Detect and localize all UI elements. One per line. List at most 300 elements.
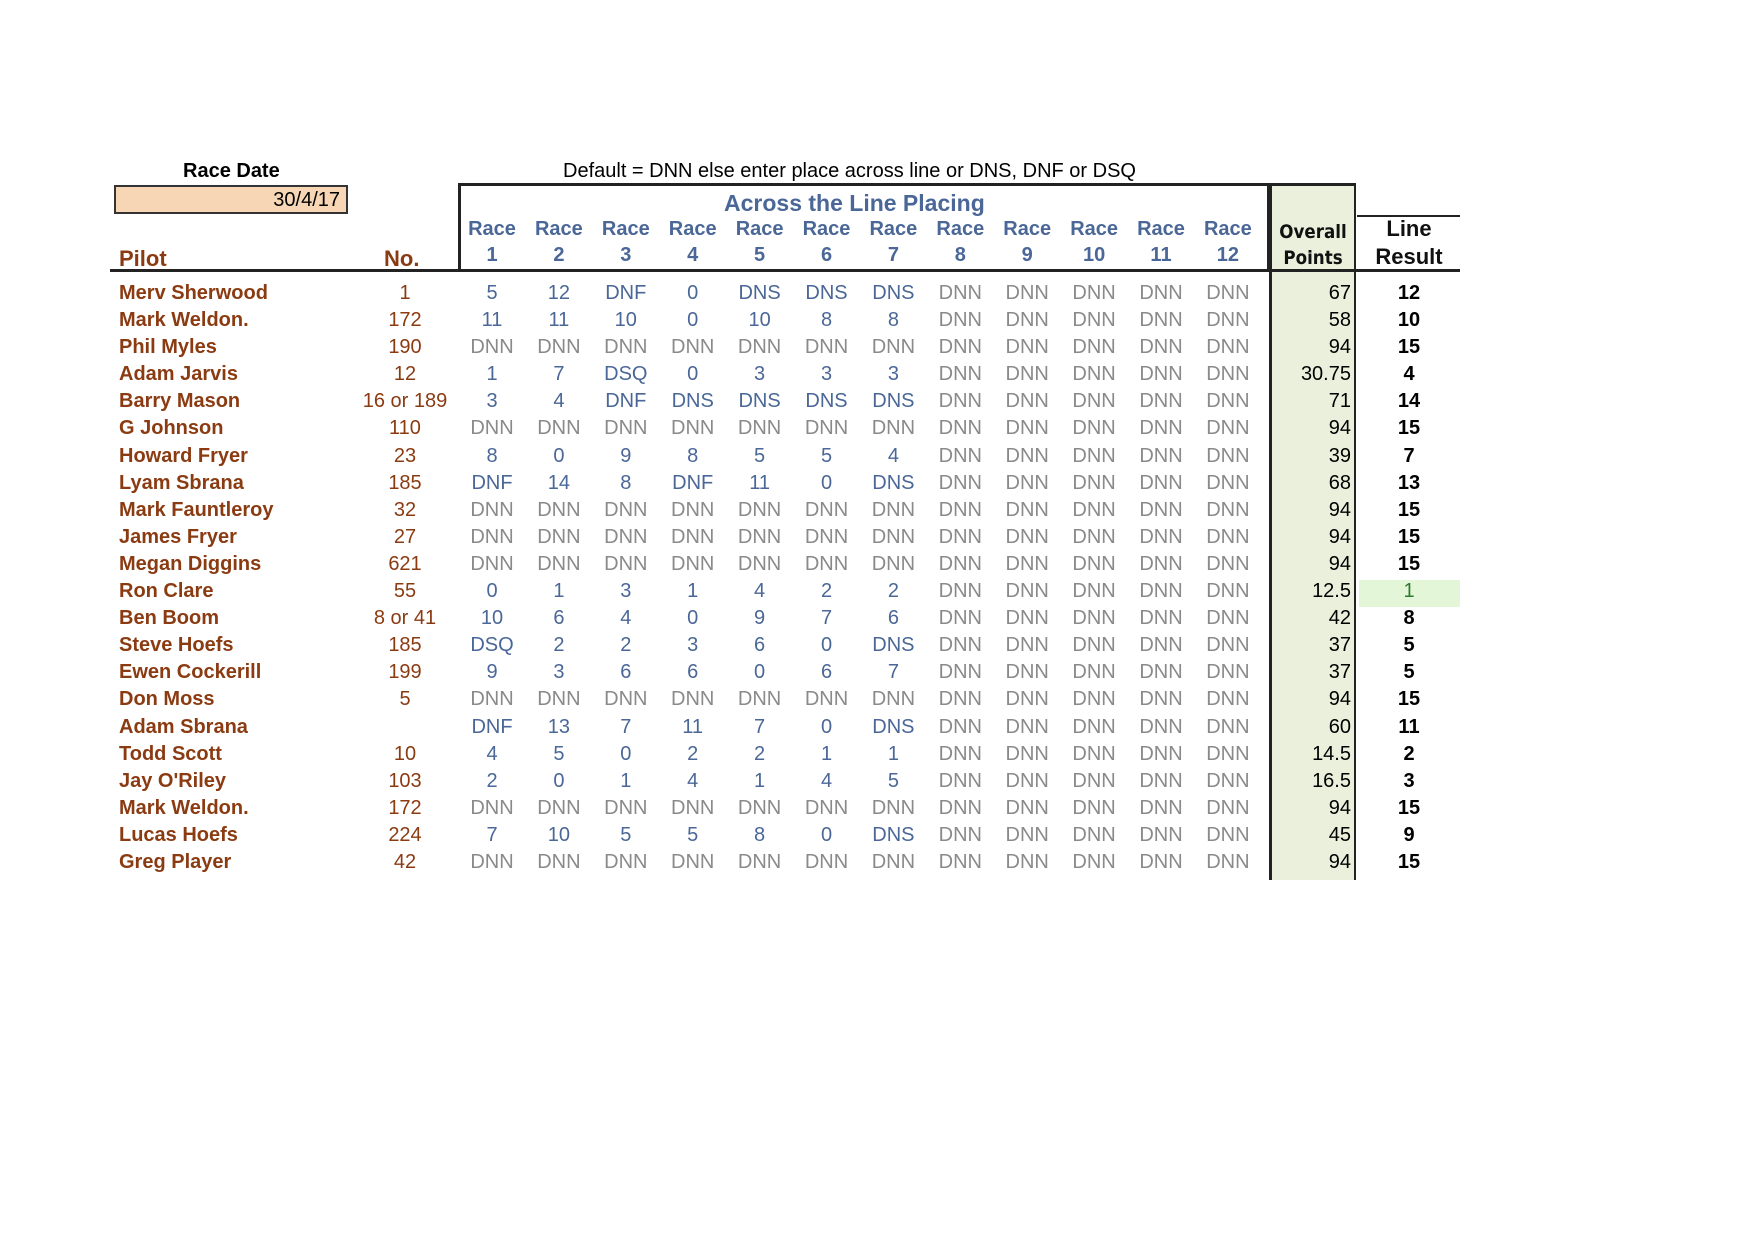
race-10-cell[interactable]: DNN [1072, 769, 1116, 792]
race-5-cell[interactable]: 4 [754, 580, 766, 603]
race-1-cell[interactable]: 11 [481, 309, 503, 332]
race-8-cell[interactable]: DNN [938, 580, 982, 603]
race-3-cell[interactable]: DNF [605, 390, 647, 413]
race-5-cell[interactable]: 3 [754, 363, 766, 386]
race-5-cell[interactable]: DNS [738, 282, 781, 304]
race-11-cell[interactable]: DNN [1139, 363, 1183, 386]
race-4-cell[interactable]: DNN [671, 417, 715, 440]
race-1-cell[interactable]: 10 [480, 607, 504, 630]
race-3-cell[interactable]: DNN [604, 336, 648, 359]
race-6-cell[interactable]: DNN [804, 552, 849, 575]
race-11-cell[interactable]: DNN [1139, 580, 1183, 603]
race-7-cell[interactable]: DNN [871, 850, 916, 873]
pilot-number: 621 [388, 552, 422, 575]
race-12-cell[interactable]: DNN [1206, 309, 1250, 332]
race-3-cell[interactable]: 4 [620, 607, 632, 630]
race-9-cell[interactable]: DNN [1005, 715, 1049, 738]
race-header-5 [727, 216, 793, 268]
race-5-cell[interactable]: DNN [737, 688, 782, 711]
race-12-cell[interactable]: DNN [1206, 417, 1250, 440]
race-1-cell[interactable]: 0 [486, 580, 498, 603]
race-11-cell[interactable]: DNN [1139, 634, 1183, 657]
race-7-cell[interactable]: 5 [887, 769, 899, 792]
race-7-cell[interactable]: DNS [872, 471, 915, 494]
race-2-cell[interactable]: 0 [553, 769, 565, 792]
overall-points-cell: 58 [1328, 309, 1351, 332]
race-11-cell[interactable]: DNN [1139, 471, 1183, 494]
race-7-cell[interactable]: DNN [871, 796, 916, 819]
race-4-cell[interactable]: 4 [687, 769, 699, 792]
race-7-cell[interactable]: DNS [872, 282, 915, 304]
race-5-cell[interactable]: 8 [754, 823, 766, 846]
race-6-cell[interactable]: 4 [820, 769, 833, 792]
race-6-cell[interactable]: 6 [820, 661, 833, 684]
race-4-cell[interactable]: 0 [687, 607, 699, 630]
race-3-cell[interactable]: DNN [604, 850, 648, 873]
race-4-cell[interactable]: 3 [687, 634, 699, 657]
race-4-cell[interactable]: DNN [671, 552, 715, 575]
race-5-cell[interactable]: 11 [749, 471, 770, 494]
race-9-cell[interactable]: DNN [1005, 309, 1049, 332]
race-10-cell[interactable]: DNN [1072, 661, 1116, 684]
race-8-cell[interactable]: DNN [938, 552, 982, 575]
race-10-cell[interactable]: DNN [1072, 580, 1116, 603]
race-11-cell[interactable]: DNN [1139, 769, 1183, 792]
race-10-cell[interactable]: DNN [1072, 796, 1116, 819]
line-result-cell: 14 [1397, 390, 1421, 413]
race-3-cell[interactable]: 3 [620, 580, 632, 603]
race-2-cell[interactable]: 2 [553, 634, 565, 657]
race-9-cell[interactable]: DNN [1005, 850, 1049, 873]
table-row [0, 280, 1753, 307]
race-3-cell[interactable]: 9 [620, 444, 632, 467]
pilot-number: 1 [399, 282, 411, 304]
race-5-cell[interactable]: DNN [737, 336, 782, 359]
race-10-cell[interactable]: DNN [1072, 688, 1116, 711]
race-2-cell[interactable]: 5 [553, 742, 565, 765]
race-5-cell[interactable]: 9 [754, 607, 766, 630]
race-12-cell[interactable]: DNN [1206, 282, 1250, 304]
race-5-cell[interactable]: DNN [737, 525, 782, 548]
race-8-cell[interactable]: DNN [938, 634, 982, 657]
race-header-word: Race [869, 218, 918, 240]
race-10-cell[interactable]: DNN [1072, 444, 1116, 467]
race-10-cell[interactable]: DNN [1072, 390, 1116, 413]
race-4-cell[interactable]: 11 [682, 715, 704, 738]
race-6-cell[interactable]: DNN [804, 525, 849, 548]
race-12-cell[interactable]: DNN [1206, 390, 1250, 413]
race-8-cell[interactable]: DNN [938, 309, 982, 332]
race-6-cell[interactable]: DNN [804, 850, 849, 873]
pilot-name: Megan Diggins [119, 552, 262, 575]
race-7-cell[interactable]: 8 [887, 309, 899, 332]
race-9-cell[interactable]: DNN [1005, 552, 1049, 575]
race-5-cell[interactable]: 7 [754, 715, 766, 738]
race-header-number: 7 [887, 244, 899, 266]
race-8-cell[interactable]: DNN [938, 390, 982, 413]
race-2-cell[interactable]: 1 [553, 580, 565, 603]
race-7-cell[interactable]: 7 [887, 661, 899, 684]
race-1-cell[interactable]: DNN [470, 417, 514, 440]
race-9-cell[interactable]: DNN [1005, 580, 1049, 603]
race-11-cell[interactable]: DNN [1139, 661, 1183, 684]
race-1-cell[interactable]: DNN [470, 688, 514, 711]
race-2-cell[interactable]: 14 [547, 471, 571, 494]
race-12-cell[interactable]: DNN [1206, 580, 1250, 603]
race-7-cell[interactable]: DNS [872, 823, 915, 846]
race-10-cell[interactable]: DNN [1072, 336, 1116, 359]
race-3-cell[interactable]: 1 [620, 769, 632, 792]
race-5-cell[interactable]: DNS [738, 390, 781, 413]
line-result-cell: 5 [1403, 661, 1415, 684]
race-8-cell[interactable]: DNN [938, 742, 982, 765]
race-4-cell[interactable]: 0 [687, 282, 699, 304]
race-11-cell[interactable]: DNN [1139, 336, 1183, 359]
race-9-cell[interactable]: DNN [1005, 769, 1049, 792]
race-3-cell[interactable]: DNN [604, 498, 648, 521]
race-10-cell[interactable]: DNN [1072, 552, 1116, 575]
race-7-cell[interactable]: DNS [872, 390, 915, 413]
race-5-cell[interactable]: 0 [754, 661, 766, 684]
race-2-cell[interactable]: DNN [537, 525, 581, 548]
race-2-cell[interactable]: 4 [553, 390, 565, 413]
race-4-cell[interactable]: 0 [687, 309, 699, 332]
race-header-word: Race [1003, 218, 1052, 240]
race-7-cell[interactable]: DNS [872, 715, 915, 738]
race-4-cell[interactable]: DNN [671, 336, 715, 359]
race-4-cell[interactable]: 0 [687, 363, 699, 386]
race-9-cell[interactable]: DNN [1005, 471, 1049, 494]
race-1-cell[interactable]: 2 [486, 769, 498, 792]
race-9-cell[interactable]: DNN [1005, 444, 1049, 467]
race-11-cell[interactable]: DNN [1139, 552, 1183, 575]
race-9-cell[interactable]: DNN [1005, 607, 1049, 630]
race-6-cell[interactable]: DNN [804, 498, 849, 521]
race-7-cell[interactable]: DNN [871, 336, 916, 359]
race-8-cell[interactable]: DNN [938, 444, 982, 467]
line-result-cell: 12 [1397, 282, 1421, 304]
race-6-cell[interactable]: DNS [805, 282, 848, 304]
race-8-cell[interactable]: DNN [938, 796, 982, 819]
race-2-cell[interactable]: DNN [537, 552, 581, 575]
race-1-cell[interactable]: DNN [470, 552, 514, 575]
pilot-number: 172 [388, 796, 422, 819]
race-4-cell[interactable]: DNS [671, 390, 714, 413]
race-4-cell[interactable]: DNF [672, 471, 714, 494]
race-7-cell[interactable]: DNN [871, 525, 916, 548]
race-10-cell[interactable]: DNN [1072, 607, 1116, 630]
race-4-cell[interactable]: 8 [687, 444, 699, 467]
line-result-cell: 3 [1403, 769, 1415, 792]
race-6-cell[interactable]: 5 [820, 444, 833, 467]
race-5-cell[interactable]: 1 [754, 769, 766, 792]
race-12-cell[interactable]: DNN [1206, 607, 1250, 630]
race-8-cell[interactable]: DNN [938, 363, 982, 386]
race-11-cell[interactable]: DNN [1139, 444, 1183, 467]
race-1-cell[interactable]: DNF [471, 471, 513, 494]
race-6-cell[interactable]: 0 [820, 715, 833, 738]
race-11-cell[interactable]: DNN [1139, 390, 1183, 413]
race-8-cell[interactable]: DNN [938, 607, 982, 630]
race-10-cell[interactable]: DNN [1072, 742, 1116, 765]
race-8-cell[interactable]: DNN [938, 471, 982, 494]
race-9-cell[interactable]: DNN [1005, 688, 1049, 711]
race-10-cell[interactable]: DNN [1072, 823, 1116, 846]
race-1-cell[interactable]: DNN [470, 796, 514, 819]
race-8-cell[interactable]: DNN [938, 282, 982, 304]
race-5-cell[interactable]: 5 [754, 444, 766, 467]
race-12-cell[interactable]: DNN [1206, 661, 1250, 684]
race-9-cell[interactable]: DNN [1005, 498, 1049, 521]
race-4-cell[interactable]: 1 [687, 580, 699, 603]
race-11-cell[interactable]: DNN [1139, 282, 1183, 304]
race-5-cell[interactable]: DNN [737, 552, 782, 575]
race-6-cell[interactable]: 7 [820, 607, 833, 630]
race-4-cell[interactable]: DNN [671, 796, 715, 819]
race-12-cell[interactable]: DNN [1206, 742, 1250, 765]
race-8-cell[interactable]: DNN [938, 417, 982, 440]
race-3-cell[interactable]: 2 [620, 634, 632, 657]
race-11-cell[interactable]: DNN [1139, 715, 1183, 738]
race-6-cell[interactable]: DNN [804, 417, 849, 440]
race-6-cell[interactable]: DNN [804, 336, 849, 359]
race-2-cell[interactable]: DNN [537, 850, 581, 873]
race-10-cell[interactable]: DNN [1072, 471, 1116, 494]
pilot-name: G Johnson [119, 417, 224, 440]
race-2-cell[interactable]: 3 [553, 661, 565, 684]
race-3-cell[interactable]: DNN [604, 552, 648, 575]
race-1-cell[interactable]: DNF [471, 715, 513, 738]
race-4-cell[interactable]: DNN [671, 498, 715, 521]
race-11-cell[interactable]: DNN [1139, 688, 1183, 711]
race-2-cell[interactable]: DNN [537, 498, 581, 521]
race-7-cell[interactable]: DNN [871, 552, 916, 575]
race-1-cell[interactable]: 1 [486, 363, 498, 386]
race-1-cell[interactable]: DNN [470, 336, 514, 359]
race-4-cell[interactable]: DNN [671, 850, 715, 873]
race-1-cell[interactable]: DNN [470, 498, 514, 521]
race-11-cell[interactable]: DNN [1139, 607, 1183, 630]
race-6-cell[interactable]: 0 [820, 471, 833, 494]
race-8-cell[interactable]: DNN [938, 661, 982, 684]
race-1-cell[interactable]: DNN [470, 850, 514, 873]
race-6-cell[interactable]: 8 [820, 309, 833, 332]
race-2-cell[interactable]: 7 [553, 363, 565, 386]
race-3-cell[interactable]: 8 [620, 471, 632, 494]
line-result-cell: 13 [1397, 471, 1421, 494]
race-7-cell[interactable]: 3 [887, 363, 899, 386]
race-5-cell[interactable]: DNN [737, 498, 782, 521]
race-3-cell[interactable]: DNF [605, 282, 647, 304]
race-2-cell[interactable]: 13 [547, 715, 571, 738]
race-8-cell[interactable]: DNN [938, 498, 982, 521]
race-12-cell[interactable]: DNN [1206, 363, 1250, 386]
race-1-cell[interactable]: 9 [486, 661, 498, 684]
race-8-cell[interactable]: DNN [938, 715, 982, 738]
race-9-cell[interactable]: DNN [1005, 390, 1049, 413]
pilot-name: Jay O'Riley [119, 769, 227, 792]
race-1-cell[interactable]: 5 [486, 282, 498, 304]
race-9-cell[interactable]: DNN [1005, 823, 1049, 846]
race-12-cell[interactable]: DNN [1206, 471, 1250, 494]
race-12-cell[interactable]: DNN [1206, 850, 1250, 873]
race-6-cell[interactable]: 3 [820, 363, 833, 386]
race-3-cell[interactable]: 7 [620, 715, 632, 738]
pilot-number: 10 [393, 742, 417, 765]
race-5-cell[interactable]: 2 [754, 742, 766, 765]
race-1-cell[interactable]: DSQ [470, 634, 514, 657]
race-date-input[interactable]: 30/4/17 [114, 185, 348, 214]
race-4-cell[interactable]: 2 [687, 742, 699, 765]
race-7-cell[interactable]: 2 [887, 580, 899, 603]
line-result-cell: 15 [1397, 552, 1421, 575]
race-9-cell[interactable]: DNN [1005, 661, 1049, 684]
race-10-cell[interactable]: DNN [1072, 715, 1116, 738]
race-3-cell[interactable]: DNN [604, 417, 648, 440]
race-2-cell[interactable]: 6 [553, 607, 565, 630]
race-header-word: Race [534, 218, 583, 240]
race-2-cell[interactable]: DNN [537, 796, 581, 819]
race-12-cell[interactable]: DNN [1206, 769, 1250, 792]
race-4-cell[interactable]: 6 [687, 661, 699, 684]
race-9-cell[interactable]: DNN [1005, 525, 1049, 548]
race-10-cell[interactable]: DNN [1072, 363, 1116, 386]
race-10-cell[interactable]: DNN [1072, 850, 1116, 873]
race-2-cell[interactable]: DNN [537, 688, 581, 711]
race-9-cell[interactable]: DNN [1005, 336, 1049, 359]
race-3-cell[interactable]: DSQ [604, 363, 648, 386]
race-11-cell[interactable]: DNN [1139, 417, 1183, 440]
race-11-cell[interactable]: DNN [1139, 823, 1183, 846]
race-12-cell[interactable]: DNN [1206, 552, 1250, 575]
race-12-cell[interactable]: DNN [1206, 444, 1250, 467]
race-7-cell[interactable]: DNN [871, 417, 916, 440]
race-4-cell[interactable]: DNN [671, 688, 715, 711]
race-12-cell[interactable]: DNN [1206, 796, 1250, 819]
race-5-cell[interactable]: 10 [748, 309, 771, 332]
race-11-cell[interactable]: DNN [1139, 309, 1183, 332]
race-10-cell[interactable]: DNN [1072, 417, 1116, 440]
pilot-name: Adam Jarvis [119, 363, 238, 386]
pilot-number: 42 [393, 850, 417, 873]
race-3-cell[interactable]: 5 [620, 823, 632, 846]
race-2-cell[interactable]: 11 [548, 309, 570, 332]
race-9-cell[interactable]: DNN [1005, 634, 1049, 657]
race-9-cell[interactable]: DNN [1005, 282, 1049, 304]
race-header-12 [1195, 216, 1261, 268]
race-10-cell[interactable]: DNN [1072, 525, 1116, 548]
race-12-cell[interactable]: DNN [1206, 498, 1250, 521]
pilot-name: Steve Hoefs [119, 634, 234, 657]
table-row [0, 605, 1753, 632]
race-3-cell[interactable]: DNN [604, 688, 648, 711]
race-6-cell[interactable]: DNN [804, 796, 849, 819]
race-9-cell[interactable]: DNN [1005, 742, 1049, 765]
race-11-cell[interactable]: DNN [1139, 850, 1183, 873]
race-4-cell[interactable]: DNN [671, 525, 715, 548]
race-12-cell[interactable]: DNN [1206, 336, 1250, 359]
race-3-cell[interactable]: 10 [614, 309, 637, 332]
race-11-cell[interactable]: DNN [1139, 742, 1183, 765]
race-2-cell[interactable]: 0 [553, 444, 565, 467]
table-row [0, 524, 1753, 551]
race-3-cell[interactable]: DNN [604, 796, 648, 819]
pilot-number: 190 [388, 336, 422, 359]
race-6-cell[interactable]: 2 [820, 580, 833, 603]
race-11-cell[interactable]: DNN [1139, 525, 1183, 548]
race-2-cell[interactable]: DNN [537, 336, 581, 359]
line-result-cell: 15 [1397, 525, 1421, 548]
race-7-cell[interactable]: DNN [871, 498, 916, 521]
pilot-number: 5 [399, 688, 411, 711]
race-12-cell[interactable]: DNN [1206, 634, 1250, 657]
race-1-cell[interactable]: 4 [486, 742, 498, 765]
race-12-cell[interactable]: DNN [1206, 823, 1250, 846]
race-4-cell[interactable]: 5 [687, 823, 699, 846]
race-2-cell[interactable]: 12 [547, 282, 571, 304]
race-5-cell[interactable]: 6 [754, 634, 766, 657]
race-9-cell[interactable]: DNN [1005, 363, 1049, 386]
race-6-cell[interactable]: 0 [820, 823, 833, 846]
race-5-cell[interactable]: DNN [737, 417, 782, 440]
race-2-cell[interactable]: 10 [547, 823, 571, 846]
race-1-cell[interactable]: DNN [470, 525, 514, 548]
race-5-cell[interactable]: DNN [737, 796, 782, 819]
race-8-cell[interactable]: DNN [938, 769, 982, 792]
race-10-cell[interactable]: DNN [1072, 309, 1116, 332]
race-10-cell[interactable]: DNN [1072, 498, 1116, 521]
race-11-cell[interactable]: DNN [1139, 796, 1183, 819]
race-3-cell[interactable]: 0 [620, 742, 632, 765]
race-7-cell[interactable]: 4 [887, 444, 899, 467]
overall-points-header-line2: Points [1283, 247, 1343, 269]
pilot-number: 27 [393, 525, 417, 548]
race-1-cell[interactable]: 3 [486, 390, 498, 413]
race-8-cell[interactable]: DNN [938, 336, 982, 359]
race-8-cell[interactable]: DNN [938, 525, 982, 548]
race-8-cell[interactable]: DNN [938, 823, 982, 846]
race-12-cell[interactable]: DNN [1206, 525, 1250, 548]
race-1-cell[interactable]: 8 [486, 444, 498, 467]
race-8-cell[interactable]: DNN [938, 850, 982, 873]
race-6-cell[interactable]: DNS [805, 390, 848, 413]
race-7-cell[interactable]: 1 [887, 742, 899, 765]
race-12-cell[interactable]: DNN [1206, 688, 1250, 711]
race-11-cell[interactable]: DNN [1139, 498, 1183, 521]
pilot-number: 110 [389, 417, 421, 440]
race-7-cell[interactable]: DNN [871, 688, 916, 711]
race-7-cell[interactable]: 6 [887, 607, 899, 630]
race-6-cell[interactable]: 0 [820, 634, 833, 657]
race-10-cell[interactable]: DNN [1072, 282, 1116, 304]
race-9-cell[interactable]: DNN [1005, 417, 1049, 440]
race-header-number: 4 [687, 244, 699, 266]
race-12-cell[interactable]: DNN [1206, 715, 1250, 738]
race-6-cell[interactable]: 1 [820, 742, 833, 765]
table-row [0, 443, 1753, 470]
race-2-cell[interactable]: DNN [537, 417, 581, 440]
race-3-cell[interactable]: 6 [620, 661, 632, 684]
race-6-cell[interactable]: DNN [804, 688, 849, 711]
race-10-cell[interactable]: DNN [1072, 634, 1116, 657]
pilot-name: Barry Mason [119, 390, 241, 413]
race-8-cell[interactable]: DNN [938, 688, 982, 711]
race-1-cell[interactable]: 7 [486, 823, 498, 846]
race-7-cell[interactable]: DNS [872, 634, 915, 657]
race-9-cell[interactable]: DNN [1005, 796, 1049, 819]
race-3-cell[interactable]: DNN [604, 525, 648, 548]
race-5-cell[interactable]: DNN [737, 850, 782, 873]
